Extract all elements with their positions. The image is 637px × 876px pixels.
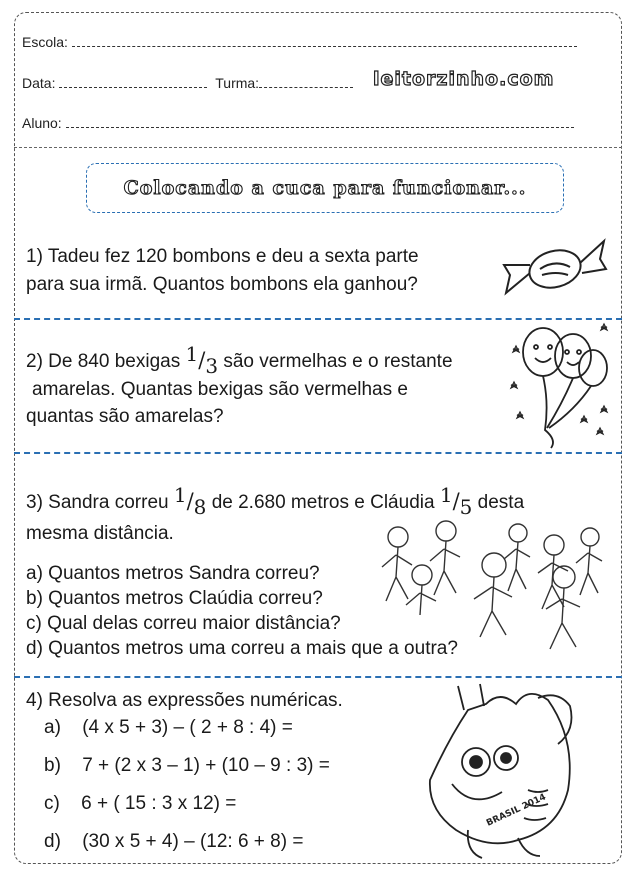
q3-pre: 3) Sandra correu [26, 492, 169, 513]
armadillo-mascot-illustration [408, 680, 593, 865]
q3-fraction-2: $^1/_5$ [439, 483, 473, 519]
q3-item-a: a) Quantos metros Sandra correu? [26, 563, 320, 584]
date-label: Data: [22, 75, 56, 91]
q2-line1 [26, 341, 453, 380]
q1-line2: para sua irmã. Quantos bombons ela ganhou? [26, 274, 418, 295]
q3-item-d: d) Quantos metros uma correu a mais que a outra? [26, 638, 458, 659]
q4-item-b-label: b) [44, 755, 61, 776]
q4-intro: 4) Resolva as expressões numéricas. [26, 690, 343, 711]
q4-item-b [44, 752, 330, 779]
q2-pre: 2) De 840 bexigas [26, 351, 181, 372]
q2-line2: amarelas. Quantas bexigas são vermelhas e [32, 379, 408, 400]
q3-fraction-1: $^1/_8$ [173, 483, 207, 519]
mascot-shirt-text: BRASIL 2014 [485, 792, 548, 829]
q2-post: são vermelhas e o restante [223, 351, 453, 372]
school-field[interactable] [72, 35, 577, 47]
q3-item-c: c) Qual delas correu maior distância? [26, 613, 341, 634]
q3-item-b: b) Quantos metros Claúdia correu? [26, 588, 323, 609]
q4-item-a-label: a) [44, 717, 61, 738]
date-line [22, 75, 353, 91]
student-label: Aluno: [22, 115, 62, 131]
q4-item-a [44, 714, 293, 741]
worksheet-title: Colocando a cuca para funcionar... [123, 177, 527, 199]
candy-icon [500, 235, 610, 303]
q4-item-d [44, 828, 303, 855]
separator-3 [14, 676, 622, 678]
q1-line1: 1) Tadeu fez 120 bombons e deu a sexta parte [26, 246, 419, 267]
q4-item-d-label: d) [44, 831, 61, 852]
q4-item-d-expr: (30 x 5 + 4) – (12: 6 + 8) = [82, 831, 304, 852]
q4-item-a-expr: (4 x 5 + 3) – ( 2 + 8 : 4) = [82, 717, 293, 738]
q2-line3: quantas são amarelas? [26, 406, 224, 427]
separator-2 [14, 452, 622, 454]
student-field[interactable] [66, 116, 574, 128]
date-field[interactable] [59, 76, 207, 88]
q3-line2: mesma distância. [26, 523, 174, 544]
q3-mid: de 2.680 metros e Cláudia [211, 492, 435, 513]
q4-item-c-expr: 6 + ( 15 : 3 x 12) = [81, 793, 237, 814]
school-line [22, 34, 577, 50]
school-label: Escola: [22, 34, 68, 50]
class-field[interactable] [259, 76, 353, 88]
brand-logo: leitorzinho.com [373, 68, 555, 90]
q4-item-b-expr: 7 + (2 x 3 – 1) + (10 – 9 : 3) = [82, 755, 330, 776]
q4-item-c [44, 790, 236, 817]
header-divider [14, 147, 622, 148]
separator-1 [14, 318, 622, 320]
class-label: Turma: [215, 75, 260, 91]
title-box [86, 163, 564, 213]
student-line [22, 115, 574, 131]
q3-post: desta [477, 492, 525, 513]
q2-fraction: $^1/_3$ [185, 342, 219, 378]
balloons-icon [505, 322, 615, 450]
q4-item-c-label: c) [44, 793, 60, 814]
